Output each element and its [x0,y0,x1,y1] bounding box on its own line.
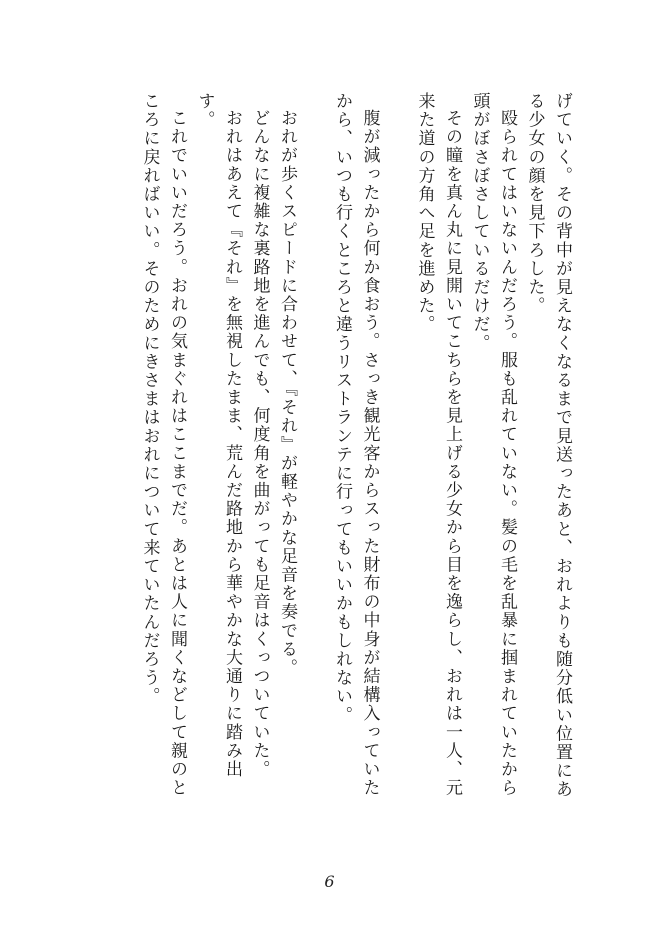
text-line-4: 頭がぼさぼさしているだけだ。 [469,92,490,353]
text-line-1: げていく。その背中が見えなくなるまで見送ったあと、おれよりも随分低い位置にあ [552,92,572,799]
text-line-11: おれはあえて『それ』を無視したまま、荒んだ路地から華やかな大通りに踏み出 [222,109,242,779]
text-line-8: から、いつも行くところと違うリストランテに行ってもいいかもしれない。 [332,92,352,725]
blank-line [383,92,411,862]
text-line-3: 殴られてはいないんだろう。服も乱れていない。髪の毛を乱暴に掴まれていたから [497,109,517,798]
text-line-14: ころに戻ればいい。そのためにきさまはおれについて来ていたんだろう。 [139,92,160,706]
text-line-10: どんなに複雑な裏路地を進んでも、何度角を曲がっても足音はくっついていた。 [249,109,270,779]
text-line-13: これでいいだろう。おれの気まぐれはここまでだ。あとは人に聞くなどして親のと [167,109,187,798]
text-line-12: す。 [194,92,215,130]
text-line-6: 来た道の方角へ足を進めた。 [414,92,435,334]
body-text [135,92,575,862]
text-line-5: その瞳を真ん丸に見開いてこちらを見上げる少女から目を逸らし、おれは一人、元 [442,109,462,798]
page-number: 6 [324,872,335,891]
blank-line [300,92,328,862]
text-line-2: る少女の顔を見下ろした。 [524,92,545,316]
text-line-7: 腹が減ったから何か食おう。さっき観光客からスった財布の中身が結構入っていた [359,109,380,798]
text-line-9: おれが歩くスピードに合わせて、『それ』が軽やかな足音を奏でる。 [277,109,297,678]
